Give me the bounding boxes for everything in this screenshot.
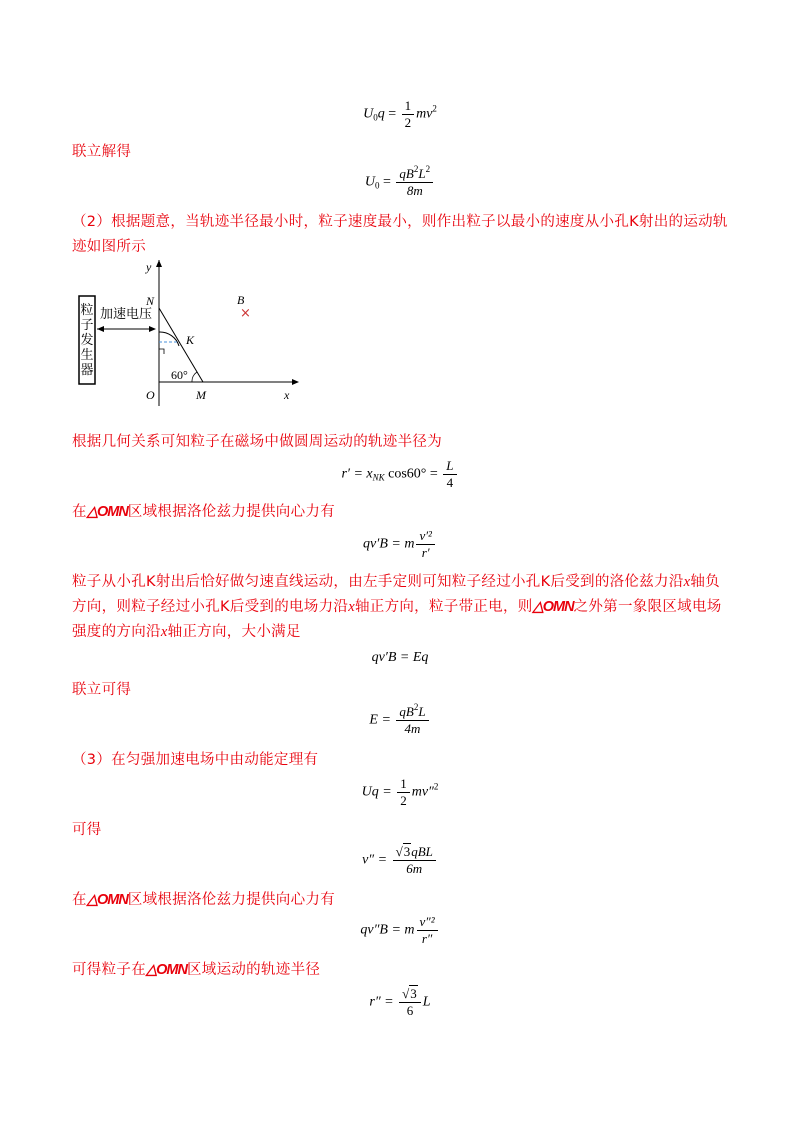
- paragraph-5: 粒子从小孔K射出后恰好做匀速直线运动，由左手定则可知粒子经过小孔K后受到的洛伦兹力沿x轴负方向，则粒子经过小孔K后受到的电场力沿x轴正方向，粒子带正电，则△OMN之外第一象限区域电场强度的方向沿x轴正方向，大小满足: [72, 574, 722, 640]
- equation-1: $U_0q$ = $\frac{1}{2}$ $mv^2$: [363, 98, 437, 130]
- paragraph-1: 联立解得: [72, 144, 132, 160]
- field-b-label: B: [237, 293, 245, 307]
- accel-voltage-label: 加速电压: [99, 307, 153, 322]
- x-axis-label: x: [284, 388, 290, 402]
- equation-3: $r' = x_{NK}$ cos60° = $\frac{L}{4}$: [0, 458, 800, 491]
- y-axis-arrow: [156, 260, 162, 267]
- generator-char-2: 子: [80, 318, 94, 333]
- generator-char-1: 粒: [80, 303, 94, 318]
- equation-6: E = $\frac{qB^2L}{4m}$: [0, 704, 800, 737]
- paragraph-6: 联立可得: [72, 682, 132, 698]
- equation-7: Uq = $\frac{1}{2}$ mv″$^2$: [361, 776, 439, 808]
- paragraph-7: （3）在匀强加速电场中由动能定理有: [72, 752, 319, 768]
- paragraph-9: 在△OMN区域根据洛伦兹力提供向心力有: [72, 892, 335, 908]
- equation-4: qv′B = m $\frac{\text{v′²}}{r'}$: [0, 528, 800, 561]
- equation-9: qv″B = m $\frac{\text{v″²}}{r''}$: [0, 914, 800, 947]
- paragraph-2: （2）根据题意，当轨迹半径最小时，粒子速度最小，则作出粒子以最小的速度从小孔K射出的运动轨迹如图所示: [72, 214, 728, 255]
- right-angle-mark: [159, 349, 164, 354]
- accel-arrow-right: [149, 326, 156, 332]
- equation-10: r″ = $\frac{√3}{6}$ L: [369, 986, 431, 1018]
- paragraph-8: 可得: [72, 822, 102, 838]
- generator-char-4: 生: [80, 348, 94, 363]
- accel-arrow-left: [97, 326, 104, 332]
- angle-label: 60°: [171, 368, 188, 382]
- trajectory-diagram: [72, 258, 312, 408]
- equation-2: $U_0$ = $\frac{qB^2L^2}{8m}$: [0, 166, 800, 199]
- generator-char-3: 发: [80, 333, 94, 348]
- point-k-label: K: [186, 333, 195, 347]
- trajectory-arc: [159, 332, 179, 346]
- angle-arc-m: [192, 372, 197, 382]
- point-n-label: N: [146, 294, 155, 308]
- equation-5: qv′B = Eq: [371, 650, 429, 665]
- paragraph-4: 在△OMN区域根据洛伦兹力提供向心力有: [72, 504, 335, 520]
- x-axis-arrow: [292, 379, 299, 385]
- equation-8: v″ = $\frac{\text{√3qBL}}{6m}$: [0, 844, 800, 877]
- generator-char-5: 器: [80, 363, 94, 378]
- origin-label: O: [146, 388, 155, 402]
- y-axis-label: y: [146, 260, 152, 274]
- field-b-cross-icon: ×: [240, 306, 251, 321]
- paragraph-3: 根据几何关系可知粒子在磁场中做圆周运动的轨迹半径为: [72, 434, 442, 450]
- paragraph-10: 可得粒子在△OMN区域运动的轨迹半径: [72, 962, 321, 978]
- point-m-label: M: [196, 388, 206, 402]
